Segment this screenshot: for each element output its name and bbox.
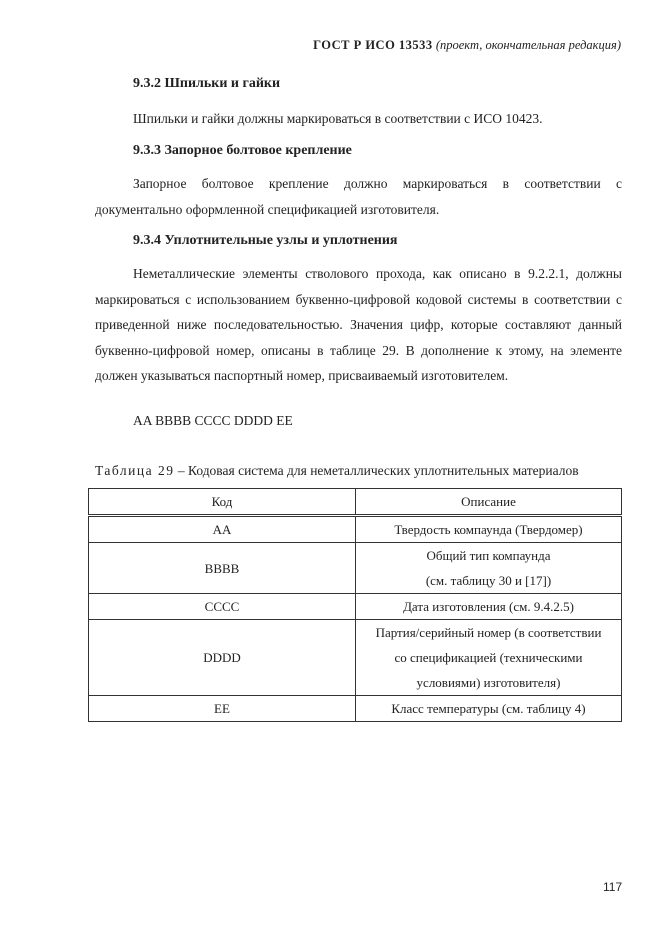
table-header-row [89, 489, 622, 516]
section-heading-9-3-2: 9.3.2 Шпильки и гайки [133, 76, 281, 91]
section-heading-9-3-4: 9.3.4 Уплотнительные узлы и уплотнения [133, 233, 398, 248]
description-cell [356, 594, 622, 620]
table-caption [95, 463, 579, 479]
description-line: Твердость компаунда (Твердомер) [394, 522, 583, 537]
code-sequence: AA BBBB CCCC DDDD EE [133, 413, 293, 428]
running-header [313, 38, 621, 53]
code-cell: BBBB [89, 543, 356, 594]
column-header-description: Описание [356, 489, 622, 516]
code-cell: DDDD [89, 620, 356, 696]
description-cell [356, 516, 622, 543]
document-number: ГОСТ Р ИСО 13533 [313, 38, 433, 52]
table-row [89, 543, 622, 594]
table-caption-text: – Кодовая система для неметаллических уплотнительных материалов [174, 463, 579, 478]
column-header-code: Код [89, 489, 356, 516]
table-row [89, 516, 622, 543]
code-system-table [88, 488, 622, 722]
code-cell: EE [89, 696, 356, 722]
table-row [89, 594, 622, 620]
description-cell [356, 543, 622, 594]
document-status-note: (проект, окончательная редакция) [435, 38, 621, 52]
section-text-9-3-3: Запорное болтовое крепление должно маркироваться в соответствии с документально оформленной спецификацией изготовителя. [95, 176, 622, 217]
section-text-9-3-4: Неметаллические элементы стволового прохода, как описано в 9.2.2.1, должны маркироваться с использованием буквенно-цифровой кодовой системы в соответствии с приведенной ниже последовательностью. Значения цифр, которые составляют данный буквенно-цифровой номер, описаны в таблице 29. В дополнение к этому, на элементе должен указываться паспортный номер, присваиваемый изготовителем. [95, 266, 622, 383]
description-line: условиями) изготовителя) [416, 675, 561, 690]
description-line: Общий тип компаунда [426, 548, 551, 563]
code-cell: CCCC [89, 594, 356, 620]
section-text-9-3-2: Шпильки и гайки должны маркироваться в соответствии с ИСО 10423. [133, 111, 543, 126]
description-line: (см. таблицу 30 и [17]) [425, 573, 552, 588]
code-cell: AA [89, 516, 356, 543]
table-row [89, 696, 622, 722]
table-row [89, 620, 622, 696]
description-line: Дата изготовления (см. 9.4.2.5) [403, 599, 574, 614]
table-caption-label: Таблица 29 [95, 463, 175, 478]
description-line: Партия/серийный номер (в соответствии [375, 625, 602, 640]
description-line: Класс температуры (см. таблицу 4) [391, 701, 586, 716]
description-cell [356, 696, 622, 722]
description-cell [356, 620, 622, 696]
page-number: 117 [603, 880, 623, 894]
description-line: со спецификацией (техническими [394, 650, 583, 665]
section-heading-9-3-3: 9.3.3 Запорное болтовое крепление [133, 143, 352, 158]
